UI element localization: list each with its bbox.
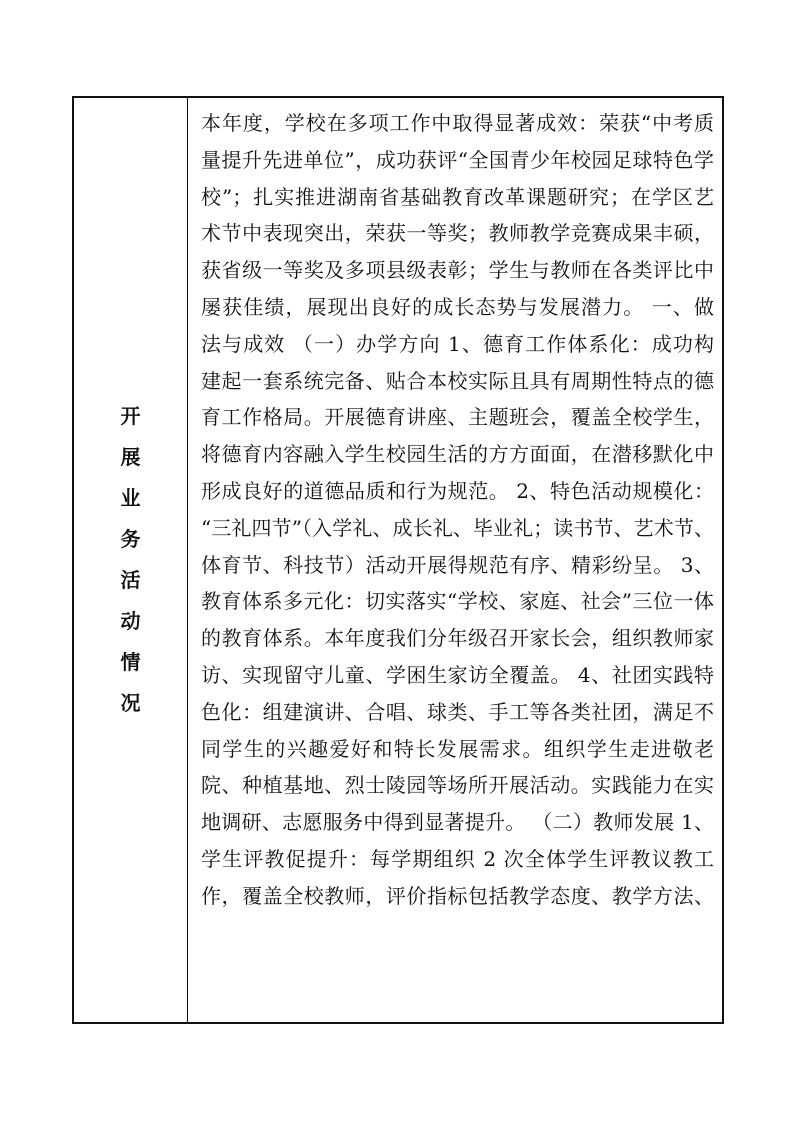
content-line: 形成良好的道德品质和行为规范。 2、特色活动规模化：: [201, 478, 714, 503]
content-line: 作，覆盖全校教师，评价指标包括教学态度、教学方法、: [201, 883, 714, 908]
label-char: 展: [120, 445, 141, 469]
content-line: 教育体系多元化：切实落实“学校、家庭、社会”三位一体: [201, 589, 714, 614]
label-char: 情: [120, 650, 141, 674]
content-line: 地调研、志愿服务中得到显著提升。 （二）教师发展 1、: [201, 810, 714, 835]
label-char: 动: [120, 609, 141, 633]
content-line: 获省级一等奖及多项县级表彰；学生与教师在各类评比中: [201, 258, 714, 283]
content-line: 的教育体系。本年度我们分年级召开家长会，组织教师家: [201, 626, 714, 651]
content-line: 同学生的兴趣爱好和特长发展需求。组织学生走进敬老: [201, 736, 714, 761]
content-line: 将德育内容融入学生校园生活的方方面面，在潜移默化中: [201, 442, 714, 467]
content-line: 本年度，学校在多项工作中取得显著成效：荣获“中考质: [201, 111, 714, 135]
content-line: “三礼四节”（入学礼、成长礼、毕业礼；读书节、艺术节、: [201, 515, 714, 540]
content-line: 量提升先进单位”，成功获评“全国青少年校园足球特色学: [201, 147, 714, 172]
content-line: 术节中表现突出，荣获一等奖；教师教学竞赛成果丰硕，: [201, 221, 714, 246]
label-char: 务: [120, 527, 141, 551]
content-line: 体育节、科技节）活动开展得规范有序、精彩纷呈。 3、: [201, 552, 714, 577]
label-char: 业: [120, 486, 141, 510]
content-line: 色化：组建演讲、合唱、球类、手工等各类社团，满足不: [201, 699, 714, 724]
report-table: [72, 96, 724, 1024]
content-cell: [188, 98, 722, 1022]
section-label: [74, 98, 187, 1022]
content-line: 建起一套系统完备、贴合本校实际且具有周期性特点的德: [201, 368, 714, 393]
label-char: 开: [120, 404, 141, 428]
label-char: 况: [120, 691, 141, 715]
content-line: 院、种植基地、烈士陵园等场所开展活动。实践能力在实: [201, 773, 714, 798]
content-line: 法与成效 （一）办学方向 1、德育工作体系化：成功构: [201, 331, 714, 356]
content-line: 学生评教促提升：每学期组织 2 次全体学生评教议教工: [201, 846, 714, 871]
content-line: 校”；扎实推进湖南省基础教育改革课题研究；在学区艺: [201, 184, 714, 209]
content-line: 屡获佳绩，展现出良好的成长态势与发展潜力。 一、做: [201, 294, 714, 319]
label-char: 活: [120, 568, 141, 592]
content-line: 育工作格局。开展德育讲座、主题班会，覆盖全校学生，: [201, 405, 714, 430]
content-line: 访、实现留守儿童、学困生家访全覆盖。 4、社团实践特: [201, 662, 714, 687]
